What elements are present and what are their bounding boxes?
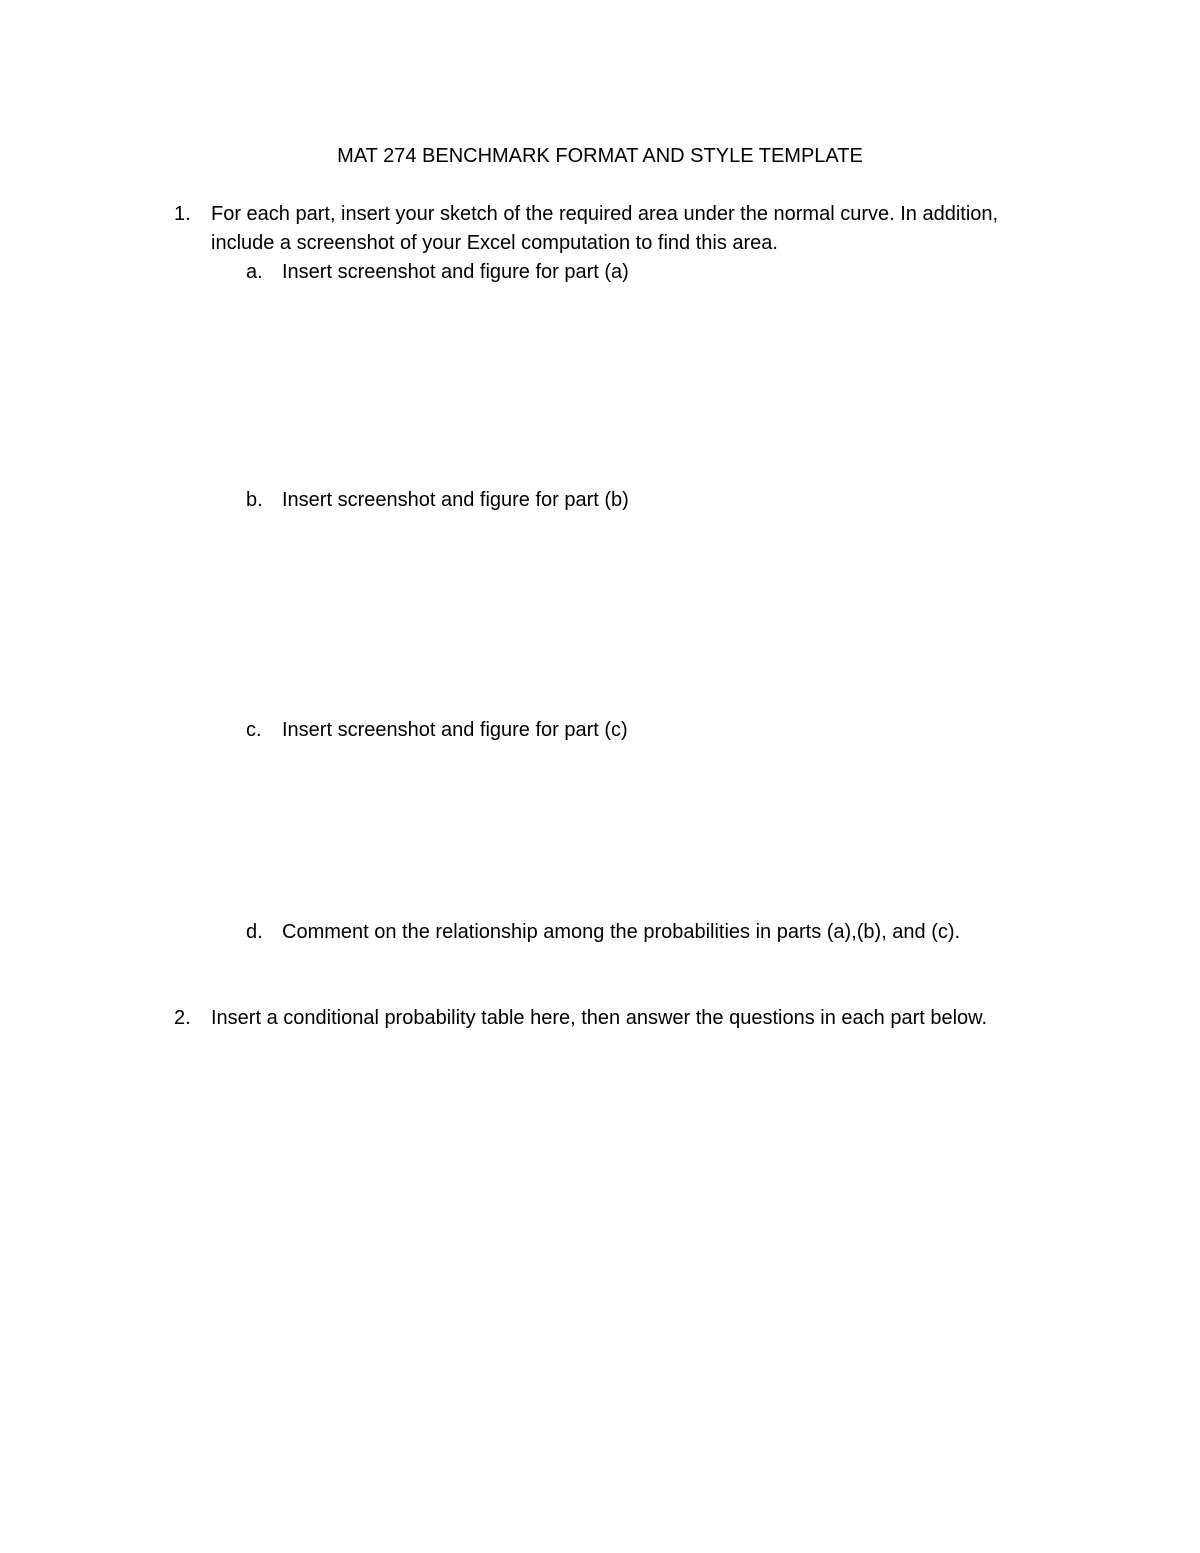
question-2-text: Insert a conditional probability table here, then answer the questions in each part below. xyxy=(211,1007,988,1029)
question-2-number: 2. xyxy=(174,1007,191,1029)
part-d-letter: d. xyxy=(246,921,263,943)
part-b-text: Insert screenshot and figure for part (b) xyxy=(282,489,629,511)
part-c-letter: c. xyxy=(246,719,262,741)
question-1-number: 1. xyxy=(174,203,191,225)
part-c-text: Insert screenshot and figure for part (c) xyxy=(282,719,628,741)
question-1-text: For each part, insert your sketch of the required area under the normal curve. In addition, include a screenshot of your Excel computation to find this area. xyxy=(211,203,999,254)
part-b-letter: b. xyxy=(246,489,263,511)
page-title: MAT 274 BENCHMARK FORMAT AND STYLE TEMPLATE xyxy=(337,145,863,167)
part-a-text: Insert screenshot and figure for part (a) xyxy=(282,261,629,283)
part-d-text: Comment on the relationship among the probabilities in parts (a),(b), and (c). xyxy=(282,921,961,943)
part-a-letter: a. xyxy=(246,261,263,283)
